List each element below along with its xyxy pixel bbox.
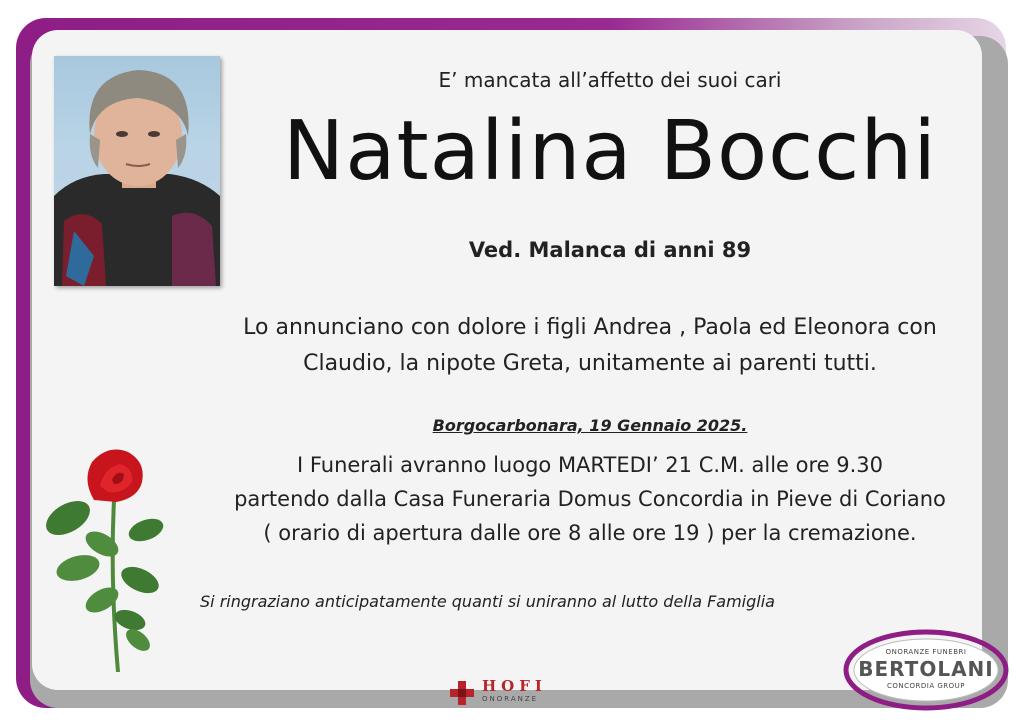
- bertolani-logo: [840, 620, 1012, 716]
- announcement-line: Claudio, la nipote Greta, unitamente ai parenti tutti.: [303, 351, 877, 376]
- thanks-note: Si ringraziano anticipatamente quanti si uniranno al lutto della Famiglia: [200, 592, 775, 611]
- portrait-photo: [54, 56, 220, 286]
- funeral-details: [170, 448, 1010, 550]
- subtitle: Ved. Malanca di anni 89: [468, 238, 752, 262]
- hofi-brand: HOFI: [482, 677, 547, 695]
- funeral-line: I Funerali avranno luogo MARTEDI’ 21 C.M. alle ore 9.30: [296, 453, 884, 477]
- announcement: [170, 310, 1010, 382]
- funeral-line: partendo dalla Casa Funeraria Domus Concordia in Pieve di Coriano: [234, 487, 946, 511]
- bertolani-top-text: ONORANZE FUNEBRI: [885, 648, 967, 656]
- bertolani-name: BERTOLANI: [858, 657, 994, 681]
- hofi-logo-icon: [448, 679, 476, 707]
- hofi-subtitle: ONORANZE: [482, 695, 539, 703]
- place-date: Borgocarbonara, 19 Gennaio 2025.: [432, 416, 748, 435]
- headline: E’ mancata all’affetto dei suoi cari: [438, 68, 782, 92]
- hofi-logo: [448, 674, 578, 712]
- deceased-name: Natalina Bocchi: [282, 104, 938, 199]
- bertolani-bottom-text: CONCORDIA GROUP: [886, 682, 965, 690]
- announcement-line: Lo annunciano con dolore i figli Andrea , Paola ed Eleonora con: [243, 315, 937, 340]
- funeral-line: ( orario di apertura dalle ore 8 alle ore 19 ) per la cremazione.: [263, 521, 917, 545]
- red-rose: [38, 440, 168, 680]
